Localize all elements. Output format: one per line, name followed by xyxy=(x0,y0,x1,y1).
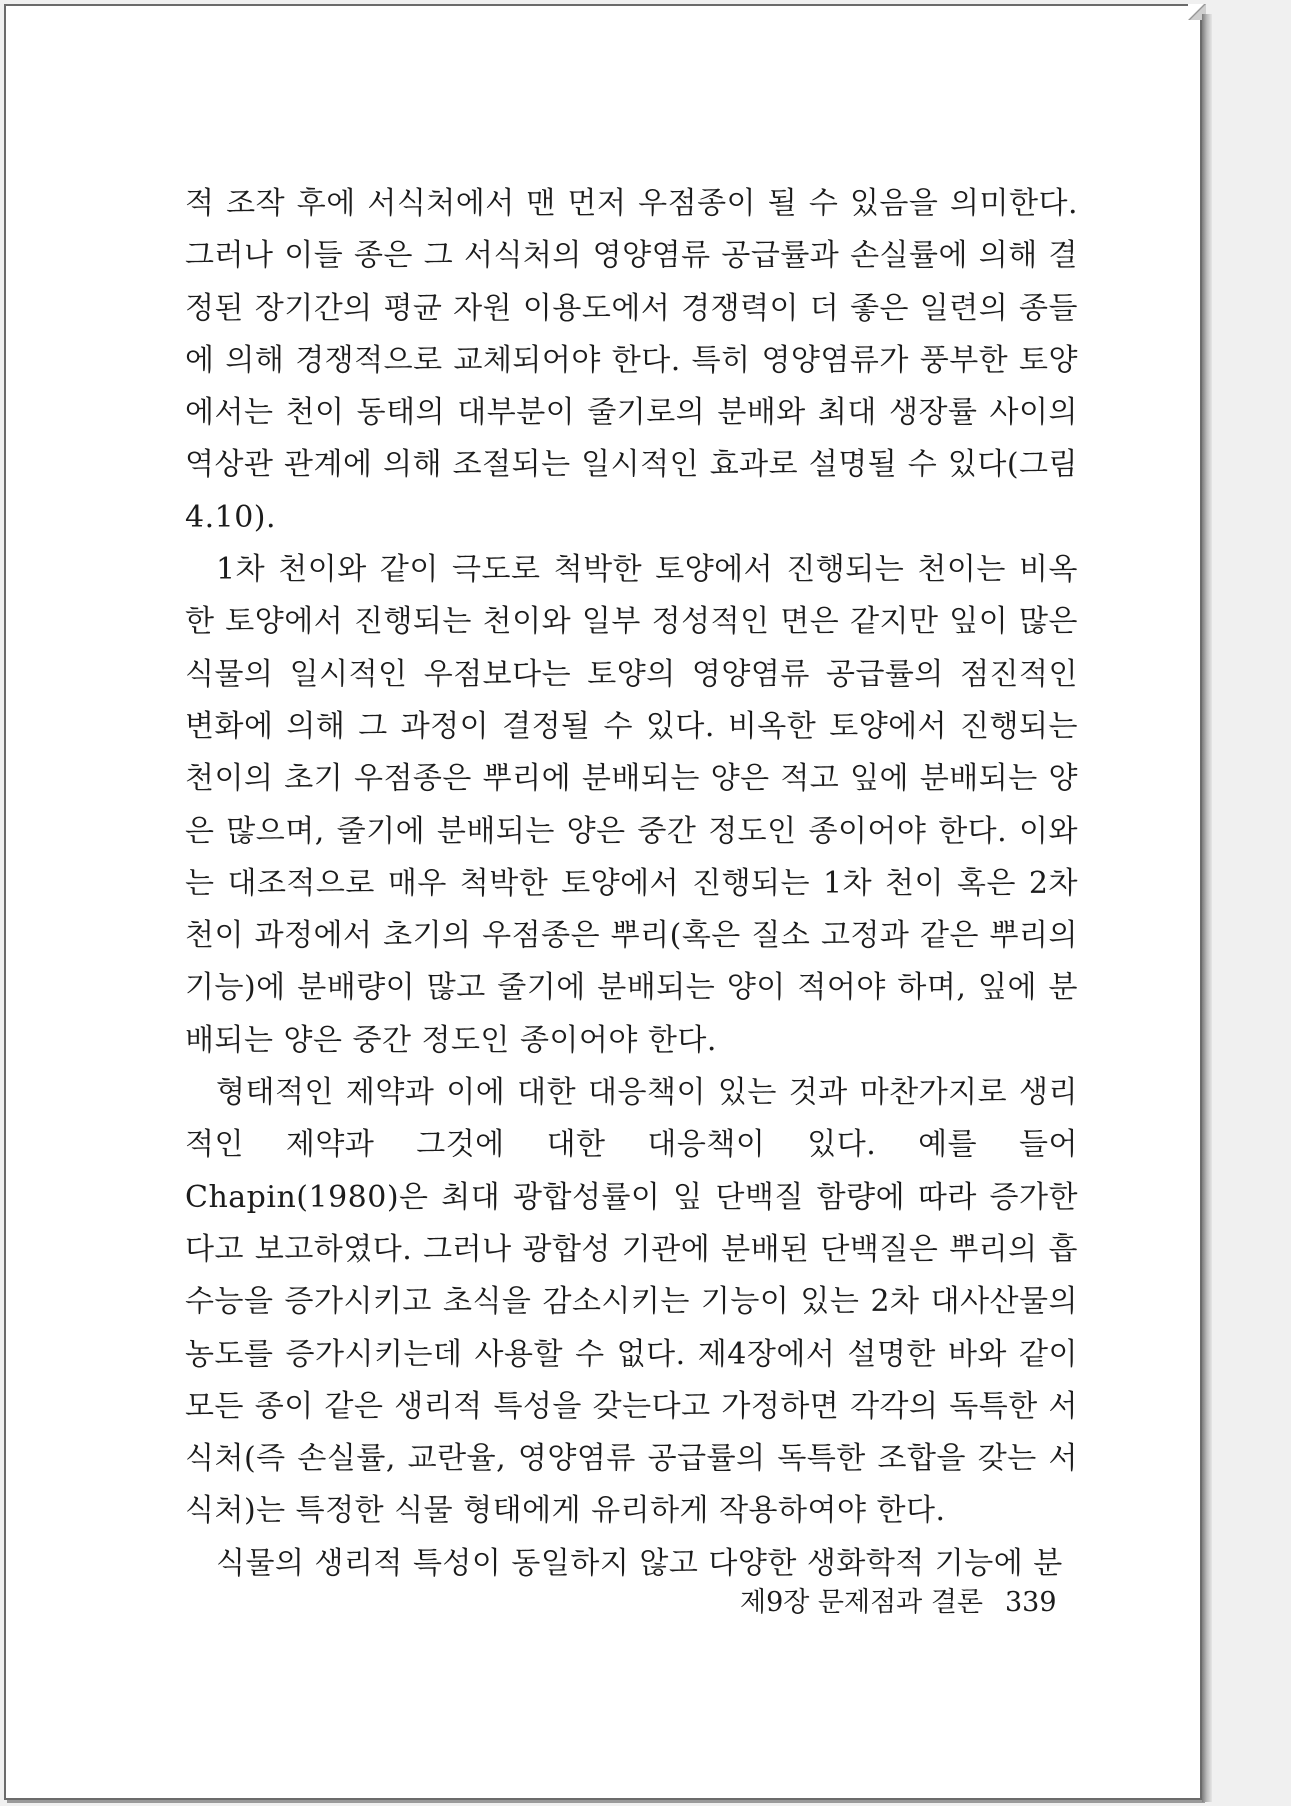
chapter-title: 제9장 문제점과 결론 xyxy=(740,1587,983,1618)
page-edge xyxy=(1202,14,1212,1802)
body-text xyxy=(185,178,1078,1590)
paragraph: 적 조작 후에 서식처에서 맨 먼저 우점종이 될 수 있음을 의미한다. 그러나 이들 종은 그 서식처의 영양염류 공급률과 손실률에 의해 결정된 장기간의 평균 자원 이용도에서 경쟁력이 더 좋은 일련의 종들에 의해 경쟁적으로 교체되어야 한다. 특히 영양염류가 풍부한 토양에서는 천이 동태의 대부분이 줄기로의 분배와 최대 생장률 사이의 역상관 관계에 의해 조절되는 일시적인 효과로 설명될 수 있다(그림 4.10). xyxy=(185,186,1078,535)
paragraph: 식물의 생리적 특성이 동일하지 않고 다양한 생화학적 기능에 분 xyxy=(216,1545,1063,1581)
paragraph: 1차 천이와 같이 극도로 척박한 토양에서 진행되는 천이는 비옥한 토양에서 진행되는 천이와 일부 정성적인 면은 같지만 잎이 많은 식물의 일시적인 우점보다는 토양의 영양염류 공급률의 점진적인 변화에 의해 그 과정이 결정될 수 있다. 비옥한 토양에서 진행되는 천이의 초기 우점종은 뿌리에 분배되는 양은 적고 잎에 분배되는 양은 많으며, 줄기에 분배되는 양은 중간 정도인 종이어야 한다. 이와는 대조적으로 매우 척박한 토양에서 진행되는 1차 천이 혹은 2차 천이 과정에서 초기의 우점종은 뿌리(혹은 질소 고정과 같은 뿌리의 기능)에 분배량이 많고 줄기에 분배되는 양이 적어야 하며, 잎에 분배되는 양은 중간 정도인 종이어야 한다. xyxy=(185,552,1078,1058)
page-number: 339 xyxy=(1005,1587,1057,1618)
paragraph: 형태적인 제약과 이에 대한 대응책이 있는 것과 마찬가지로 생리적인 제약과 그것에 대한 대응책이 있다. 예를 들어 Chapin(1980)은 최대 광합성률이 잎 단백질 함량에 따라 증가한다고 보고하였다. 그러나 광합성 기관에 분배된 단백질은 뿌리의 흡수능을 증가시키고 초식을 감소시키는 기능이 있는 2차 대사산물의 농도를 증가시키는데 사용할 수 없다. 제4장에서 설명한 바와 같이 모든 종이 같은 생리적 특성을 갖는다고 가정하면 각각의 독특한 서식처(즉 손실률, 교란율, 영양염류 공급률의 독특한 조합을 갖는 서식처)는 특정한 식물 형태에게 유리하게 작용하여야 한다. xyxy=(185,1075,1078,1529)
running-footer xyxy=(740,1580,1055,1619)
